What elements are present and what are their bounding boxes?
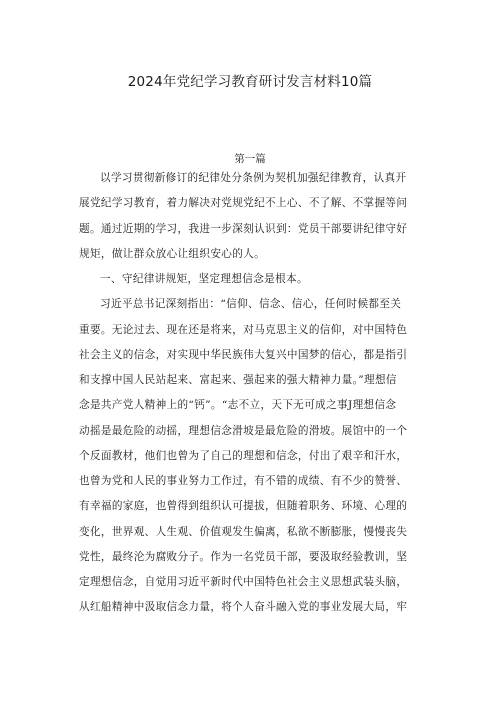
body-line: 动摇是最危险的动摇，理想信念滑坡是最危险的滑坡。展馆中的一个 (79, 424, 408, 437)
body-line: 社会主义的信念，对实现中华民族伟大复兴中国梦的信心，都是指引 (79, 348, 408, 361)
body-line: 以学习贯彻新修订的纪律处分条例为契机加强纪律教育，认真开 (100, 172, 407, 184)
body-line: 重要。无论过去、现在还是将来，对马克思主义的信仰，对中国特色 (79, 323, 408, 336)
body-line: 念是共产党人精神上的“钙”。“志不立，天下无可成之事J理想信念 (79, 399, 397, 412)
body-line: 从红船精神中汲取信念力量，将个人奋斗融入党的事业发展大局，牢 (79, 601, 408, 614)
section-heading: 第一篇 (234, 153, 266, 165)
body-line: 个反面教材，他们也曾为了自己的理想和信念，付出了艰辛和汗水， (79, 449, 408, 462)
body-line: 展党纪学习教育，着力解决对党规党纪不上心、不了解、不掌握等问 (79, 197, 408, 210)
body-line: 党性，最终沦为腐败分子。作为一名党员干部，要汲取经验教训，坚 (79, 550, 408, 563)
document-title: 2024年党纪学习教育研讨发言材料10篇 (127, 74, 373, 90)
body-text (79, 166, 431, 621)
body-line: 有幸福的家庭，也曾得到组织认可提拔，但随着职务、环境、心理的 (79, 500, 408, 513)
body-line: 也曾为党和人民的事业努力工作过，有不错的成绩、有不少的赞誉、 (79, 475, 408, 487)
body-line: 变化，世界观、人生观、价值观发生偏离，私欲不断膨胀，慢慢丧失 (79, 525, 408, 538)
body-line: 和支撑中国人民站起来、富起来、强起来的强大精神力量。”理想信 (79, 374, 397, 386)
body-line: 定理想信念，自觉用习近平新时代中国特色社会主义思想武装头脑， (79, 576, 408, 588)
body-line: 规矩，做让群众放心让组织安心的人。 (79, 247, 266, 260)
body-line: 习近平总书记深刻指出：“信仰、信念、信心，任何时候都至关 (100, 298, 402, 311)
body-line: 一、守纪律讲规矩，坚定理想信念是根本。 (100, 273, 308, 285)
body-line: 题。通过近期的学习，我进一步深刻认识到：党员干部要讲纪律守好 (79, 222, 408, 235)
